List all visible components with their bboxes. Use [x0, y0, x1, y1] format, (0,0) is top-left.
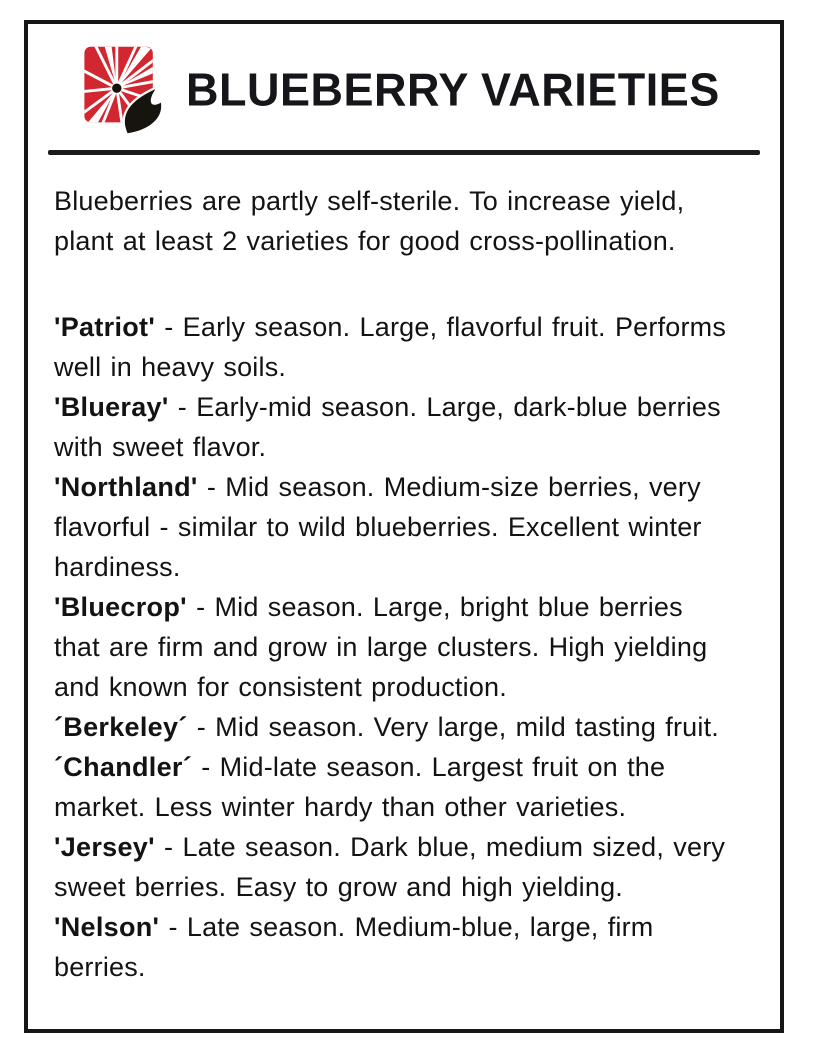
variety-name: 'Patriot' [54, 312, 156, 342]
variety-description: - Early season. Large, flavorful fruit. Performs well in heavy soils. [54, 312, 727, 382]
variety-description: - Mid-late season. Largest fruit on the market. Less winter hardy than other varieties. [54, 752, 666, 822]
variety-description: - Mid season. Very large, mild tasting fruit. [196, 712, 719, 742]
variety-description: - Mid season. Medium-size berries, very flavorful - similar to wild blueberries. Excellent winter hardiness. [54, 472, 702, 582]
variety-name: 'Nelson' [54, 912, 160, 942]
variety-description: - Late season. Dark blue, medium sized, very sweet berries. Easy to grow and high yielding. [54, 832, 726, 902]
variety-description: - Mid season. Large, bright blue berries that are firm and grow in large clusters. High yielding and known for consistent production. [54, 592, 708, 702]
variety-entry [54, 587, 734, 707]
variety-entry [54, 307, 734, 387]
variety-description: - Early-mid season. Large, dark-blue berries with sweet flavor. [54, 392, 721, 462]
starburst-flower-icon [78, 45, 170, 135]
header [46, 46, 762, 134]
variety-entry [54, 387, 734, 467]
variety-description: - Late season. Medium-blue, large, firm berries. [54, 912, 654, 982]
varieties-list [54, 307, 734, 987]
variety-name: ´Chandler´ [54, 752, 192, 782]
variety-name: 'Bluecrop' [54, 592, 187, 622]
variety-name: 'Blueray' [54, 392, 169, 422]
variety-name: 'Northland' [54, 472, 198, 502]
variety-name: 'Jersey' [54, 832, 155, 862]
page-title: BLUEBERRY VARIETIES [186, 62, 720, 116]
intro-paragraph: Blueberries are partly self-sterile. To increase yield, plant at least 2 varieties for good cross-pollination. [54, 186, 685, 256]
variety-entry [54, 907, 734, 987]
variety-entry [54, 747, 734, 827]
variety-entry [54, 827, 734, 907]
variety-name: ´Berkeley´ [54, 712, 188, 742]
variety-entry [54, 467, 734, 587]
page-frame [24, 20, 784, 1033]
variety-entry [54, 707, 734, 747]
